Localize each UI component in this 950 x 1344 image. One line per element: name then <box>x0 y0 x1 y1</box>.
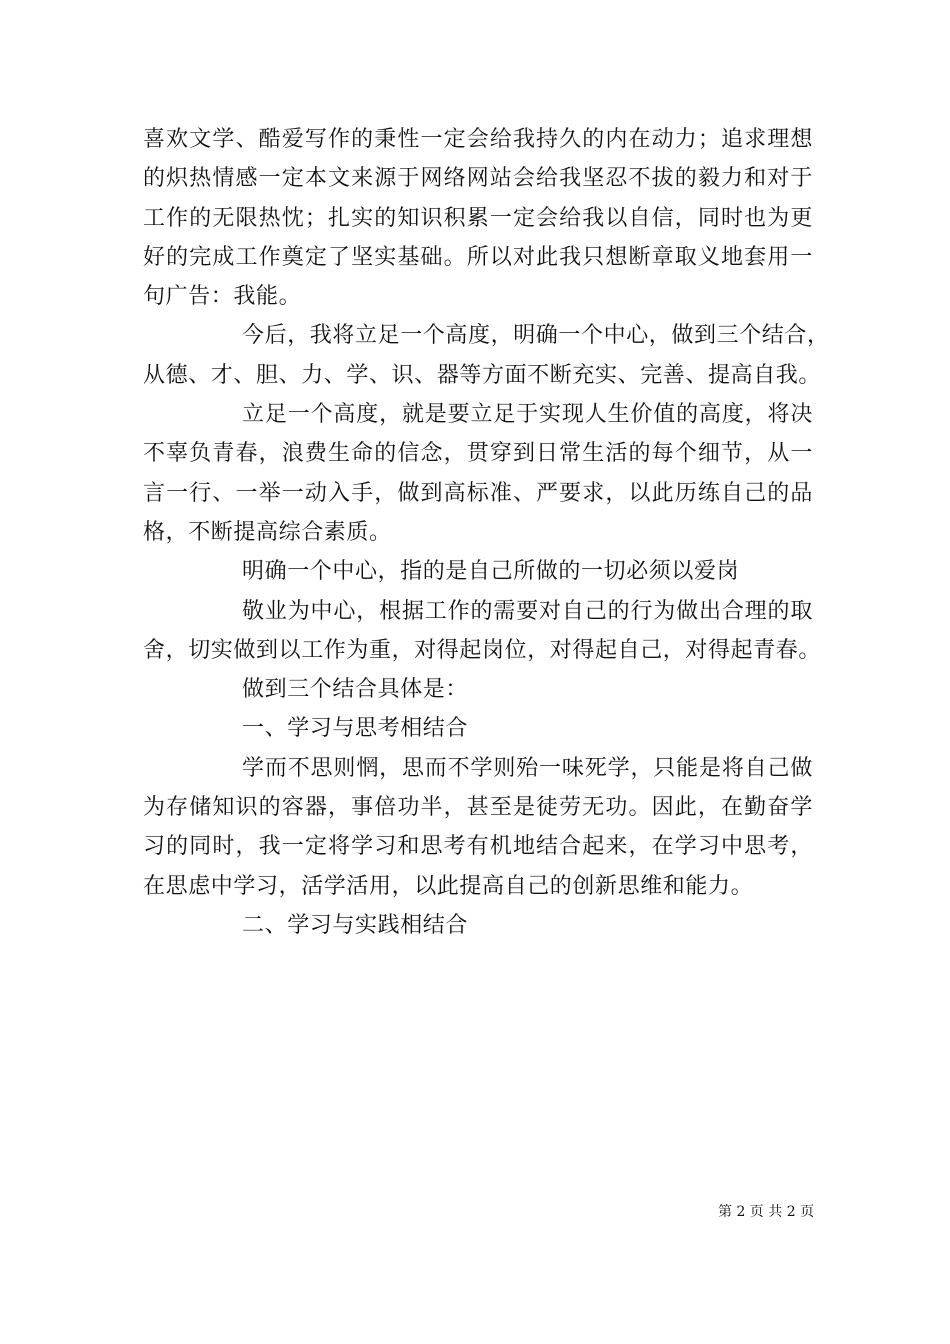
text-line: 在思虑中学习，活学活用，以此提高自己的创新思维和能力。 <box>143 873 754 899</box>
text-line: 不辜负青春，浪费生命的信念，贯穿到日常生活的每个细节，从一 <box>143 441 813 467</box>
text-line: 好的完成工作奠定了坚实基础。所以对此我只想断章取义地套用一 <box>143 244 813 270</box>
text-line: 为存储知识的容器，事倍功半，甚至是徒劳无功。因此，在勤奋学 <box>143 795 813 821</box>
section-heading: 一、学习与思考相结合 <box>242 716 469 742</box>
paragraph-start-line: 敬业为中心，根据工作的需要对自己的行为做出合理的取 <box>242 598 813 624</box>
paragraph-start-line: 今后，我将立足一个高度，明确一个中心，做到三个结合， <box>242 323 830 349</box>
body-text <box>143 120 830 945</box>
paragraph-start-line: 明确一个中心，指的是自己所做的一切必须以爱岗 <box>242 559 740 585</box>
text-line: 的炽热情感一定本文来源于网络网站会给我坚忍不拔的毅力和对于 <box>143 166 813 192</box>
text-line: 格，不断提高综合素质。 <box>143 519 392 545</box>
paragraph-start-line: 立足一个高度，就是要立足于实现人生价值的高度，将决 <box>242 402 813 428</box>
text-line: 喜欢文学、酷爱写作的秉性一定会给我持久的内在动力；追求理想 <box>143 127 813 152</box>
section-heading: 二、学习与实践相结合 <box>242 912 469 938</box>
page-number-footer: 第 2 页 共 2 页 <box>718 1204 815 1220</box>
text-line: 句广告：我能。 <box>143 284 302 310</box>
paragraph-start-line: 做到三个结合具体是： <box>242 677 469 703</box>
paragraph-start-line: 学而不思则惘，思而不学则殆一味死学，只能是将自己做 <box>242 755 813 781</box>
text-line: 言一行、一举一动入手，做到高标准、严要求，以此历练自己的品 <box>143 480 813 506</box>
text-line: 舍，切实做到以工作为重，对得起岗位，对得起自己，对得起青春。 <box>143 637 822 663</box>
text-line: 习的同时，我一定将学习和思考有机地结合起来，在学习中思考， <box>143 834 813 860</box>
text-line: 从德、才、胆、力、学、识、器等方面不断充实、完善、提高自我。 <box>143 362 822 388</box>
text-line: 工作的无限热忱；扎实的知识积累一定会给我以自信，同时也为更 <box>143 205 813 231</box>
